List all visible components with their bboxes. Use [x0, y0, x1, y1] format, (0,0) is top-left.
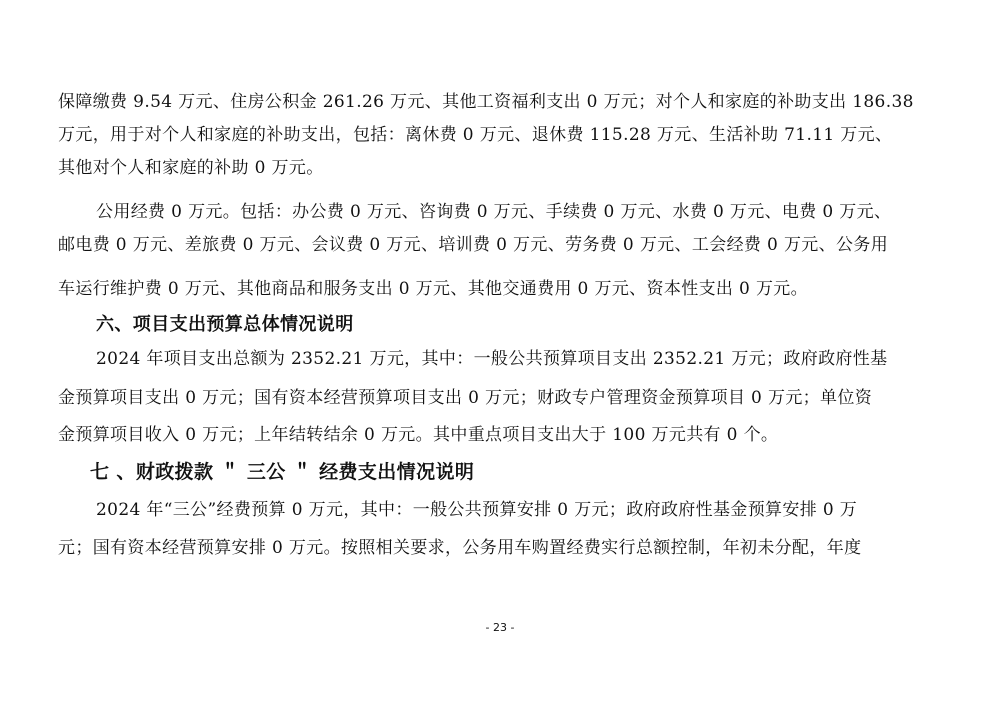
- paragraph-line: 其他对个人和家庭的补助 0 万元。: [58, 158, 324, 178]
- paragraph-line: 保障缴费 9.54 万元、住房公积金 261.26 万元、其他工资福利支出 0 万元；对个人和家庭的补助支出 186.38: [58, 92, 914, 112]
- paragraph-line: 金预算项目收入 0 万元；上年结转结余 0 万元。其中重点项目支出大于 100 万元共有 0 个。: [58, 425, 779, 445]
- paragraph-line: 2024 年项目支出总额为 2352.21 万元，其中：一般公共预算项目支出 2352.21 万元；政府政府性基: [96, 349, 888, 369]
- paragraph-line: 车运行维护费 0 万元、其他商品和服务支出 0 万元、其他交通费用 0 万元、资本性支出 0 万元。: [58, 279, 808, 299]
- paragraph-line: 2024 年“三公”经费预算 0 万元，其中：一般公共预算安排 0 万元；政府政府性基金预算安排 0 万: [96, 500, 858, 520]
- paragraph-line: 元；国有资本经营预算安排 0 万元。按照相关要求，公务用车购置经费实行总额控制，年初未分配，年度: [58, 538, 862, 558]
- paragraph-line: 公用经费 0 万元。包括：办公费 0 万元、咨询费 0 万元、手续费 0 万元、水费 0 万元、电费 0 万元、: [96, 202, 892, 222]
- section-heading: 七 、财政拨款 ＂ 三公 ＂ 经费支出情况说明: [90, 461, 475, 483]
- paragraph-line: 万元，用于对个人和家庭的补助支出，包括：离休费 0 万元、退休费 115.28 万元、生活补助 71.11 万元、: [58, 125, 893, 145]
- paragraph-line: 邮电费 0 万元、差旅费 0 万元、会议费 0 万元、培训费 0 万元、劳务费 0 万元、工会经费 0 万元、公务用: [58, 235, 889, 255]
- paragraph-line: 金预算项目支出 0 万元；国有资本经营预算项目支出 0 万元；财政专户管理资金预算项目 0 万元；单位资: [58, 388, 873, 408]
- section-heading: 六、项目支出预算总体情况说明: [96, 314, 354, 335]
- page-number: - 23 -: [485, 621, 515, 634]
